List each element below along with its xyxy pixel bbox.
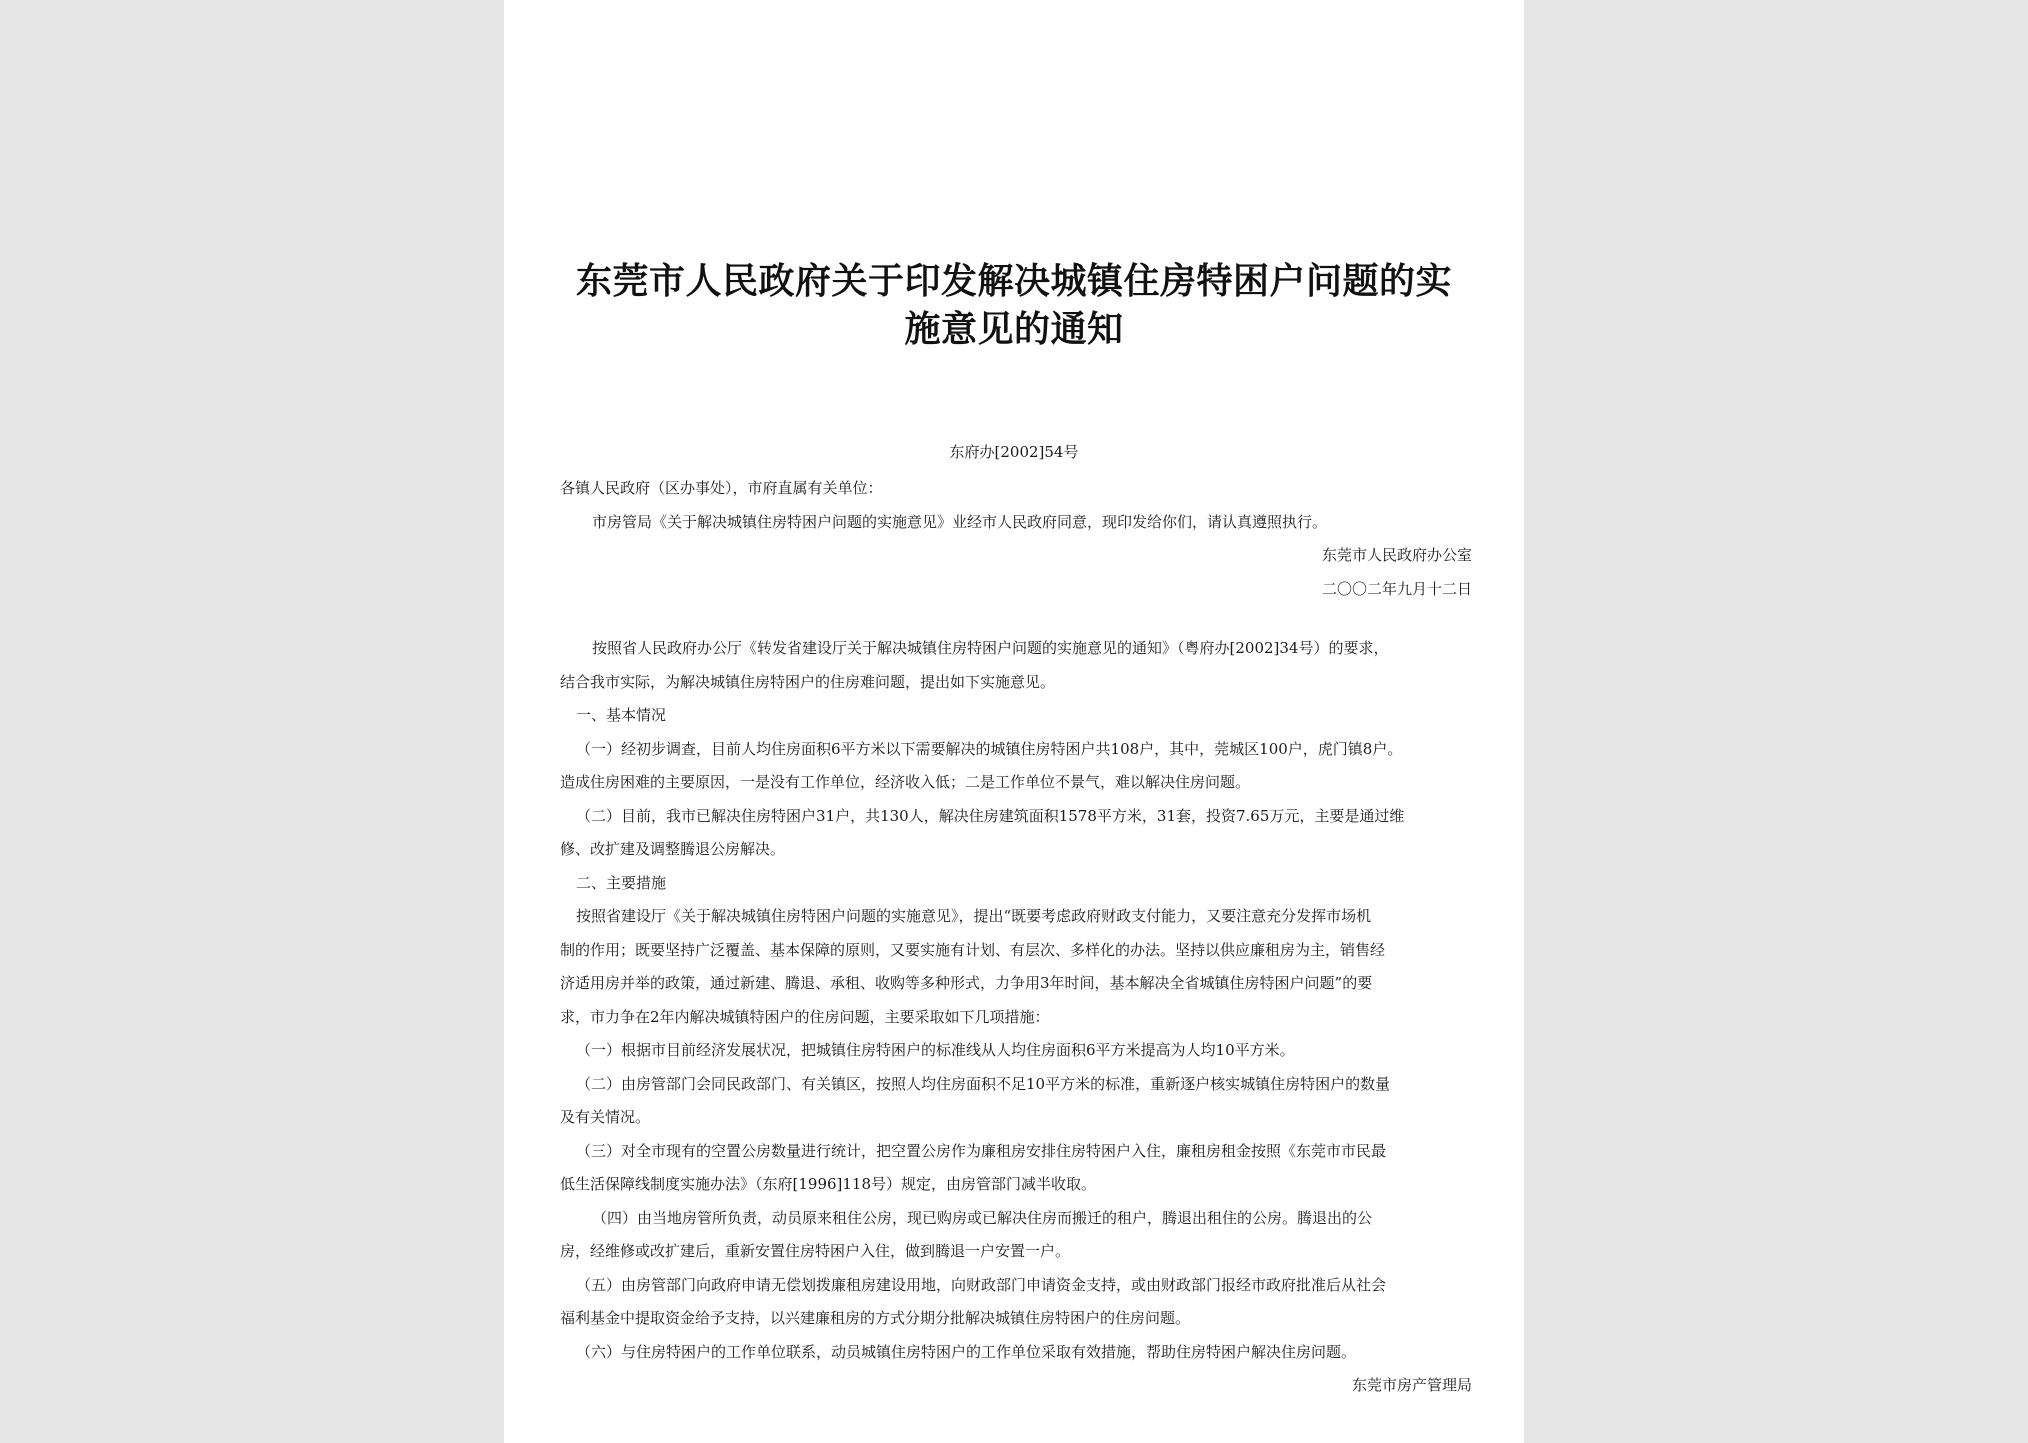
measure-4-line-1: （四）由当地房管所负责，动员原来租住公房，现已购房或已解决住房而搬迁的租户，腾退出租住的公房。腾退出的公 bbox=[592, 1208, 1373, 1227]
measure-4-line-2: 房，经维修或改扩建后，重新安置住房特困户入住，做到腾退一户安置一户。 bbox=[560, 1242, 1071, 1260]
title-line-2: 施意见的通知 bbox=[904, 309, 1124, 350]
title-line-1: 东莞市人民政府关于印发解决城镇住房特困户问题的实 bbox=[575, 261, 1452, 302]
measure-2-line-2: 及有关情况。 bbox=[560, 1108, 651, 1126]
notice-header bbox=[560, 472, 1472, 606]
section-1-heading: 一、基本情况 bbox=[576, 706, 667, 724]
issuer-line: 东莞市人民政府办公室 bbox=[1321, 546, 1472, 564]
notice-line: 市房管局《关于解决城镇住房特困户问题的实施意见》业经市人民政府同意，现印发给你们，请认真遵照执行。 bbox=[592, 512, 1328, 531]
measure-3-line-1: （三）对全市现有的空置公房数量进行统计，把空置公房作为廉租房安排住房特困户入住，廉租房租金按照《东莞市市民最 bbox=[576, 1141, 1387, 1160]
measure-2-line-1: （二）由房管部门会同民政部门、有关镇区，按照人均住房面积不足10平方米的标准，重新逐户核实城镇住房特困户的数量 bbox=[576, 1074, 1391, 1093]
measure-1-line-1: （一）根据市目前经济发展状况，把城镇住房特困户的标准线从人均住房面积6平方米提高为人均10平方米。 bbox=[576, 1041, 1295, 1059]
sec1-p1-line-1: （一）经初步调查，目前人均住房面积6平方米以下需要解决的城镇住房特困户共108户，其中，莞城区100户，虎门镇8户。 bbox=[576, 739, 1403, 758]
sec1-p1-line-2: 造成住房困难的主要原因，一是没有工作单位，经济收入低；二是工作单位不景气，难以解决住房问题。 bbox=[560, 773, 1251, 791]
sec2-intro-line-3: 济适用房并举的政策，通过新建、腾退、承租、收购等多种形式，力争用3年时间，基本解决全省城镇住房特困户问题”的要 bbox=[560, 974, 1373, 992]
measure-5-line-1: （五）由房管部门向政府申请无偿划拨廉租房建设用地，向财政部门申请资金支持，或由财政部门报经市政府批准后从社会 bbox=[576, 1275, 1387, 1294]
signature-line: 东莞市房产管理局 bbox=[1351, 1376, 1472, 1394]
measure-6-line-1: （六）与住房特困户的工作单位联系，动员城镇住房特困户的工作单位采取有效措施，帮助住房特困户解决住房问题。 bbox=[576, 1342, 1357, 1361]
measure-5-line-2: 福利基金中提取资金给予支持，以兴建廉租房的方式分期分批解决城镇住房特困户的住房问题。 bbox=[560, 1309, 1191, 1327]
sec2-intro-line-2: 制的作用；既要坚持广泛覆盖、基本保障的原则，又要实施有计划、有层次、多样化的办法。坚持以供应廉租房为主，销售经 bbox=[560, 940, 1386, 959]
document-body bbox=[560, 632, 1472, 1403]
section-2-heading: 二、主要措施 bbox=[576, 873, 667, 892]
document-number: 东府办[2002]54号 bbox=[949, 443, 1079, 461]
sec1-p2-line-1: （二）目前，我市已解决住房特困户31户，共130人，解决住房建筑面积1578平方米，31套，投资7.65万元，主要是通过维 bbox=[576, 806, 1405, 825]
measure-3-line-2: 低生活保障线制度实施办法》（东府[1996]118号）规定，由房管部门减半收取。 bbox=[560, 1175, 1097, 1193]
sec2-intro-line-4: 求，市力争在2年内解决城镇特困户的住房问题，主要采取如下几项措施： bbox=[560, 1007, 1050, 1026]
intro-line-1: 按照省人民政府办公厅《转发省建设厅关于解决城镇住房特困户问题的实施意见的通知》（粤府办[2002]34号）的要求， bbox=[592, 639, 1389, 657]
intro-line-2: 结合我市实际，为解决城镇住房特困户的住房难问题，提出如下实施意见。 bbox=[560, 672, 1056, 691]
document-page bbox=[504, 0, 1524, 1443]
document-title bbox=[544, 258, 1484, 354]
recipients-line: 各镇人民政府（区办事处），市府直属有关单位： bbox=[560, 479, 883, 497]
sec1-p2-line-2: 修、改扩建及调整腾退公房解决。 bbox=[560, 840, 786, 858]
date-line: 二〇〇二年九月十二日 bbox=[1321, 579, 1472, 598]
sec2-intro-line-1: 按照省建设厅《关于解决城镇住房特困户问题的实施意见》，提出“既要考虑政府财政支付能力，又要注意充分发挥市场机 bbox=[576, 907, 1372, 925]
